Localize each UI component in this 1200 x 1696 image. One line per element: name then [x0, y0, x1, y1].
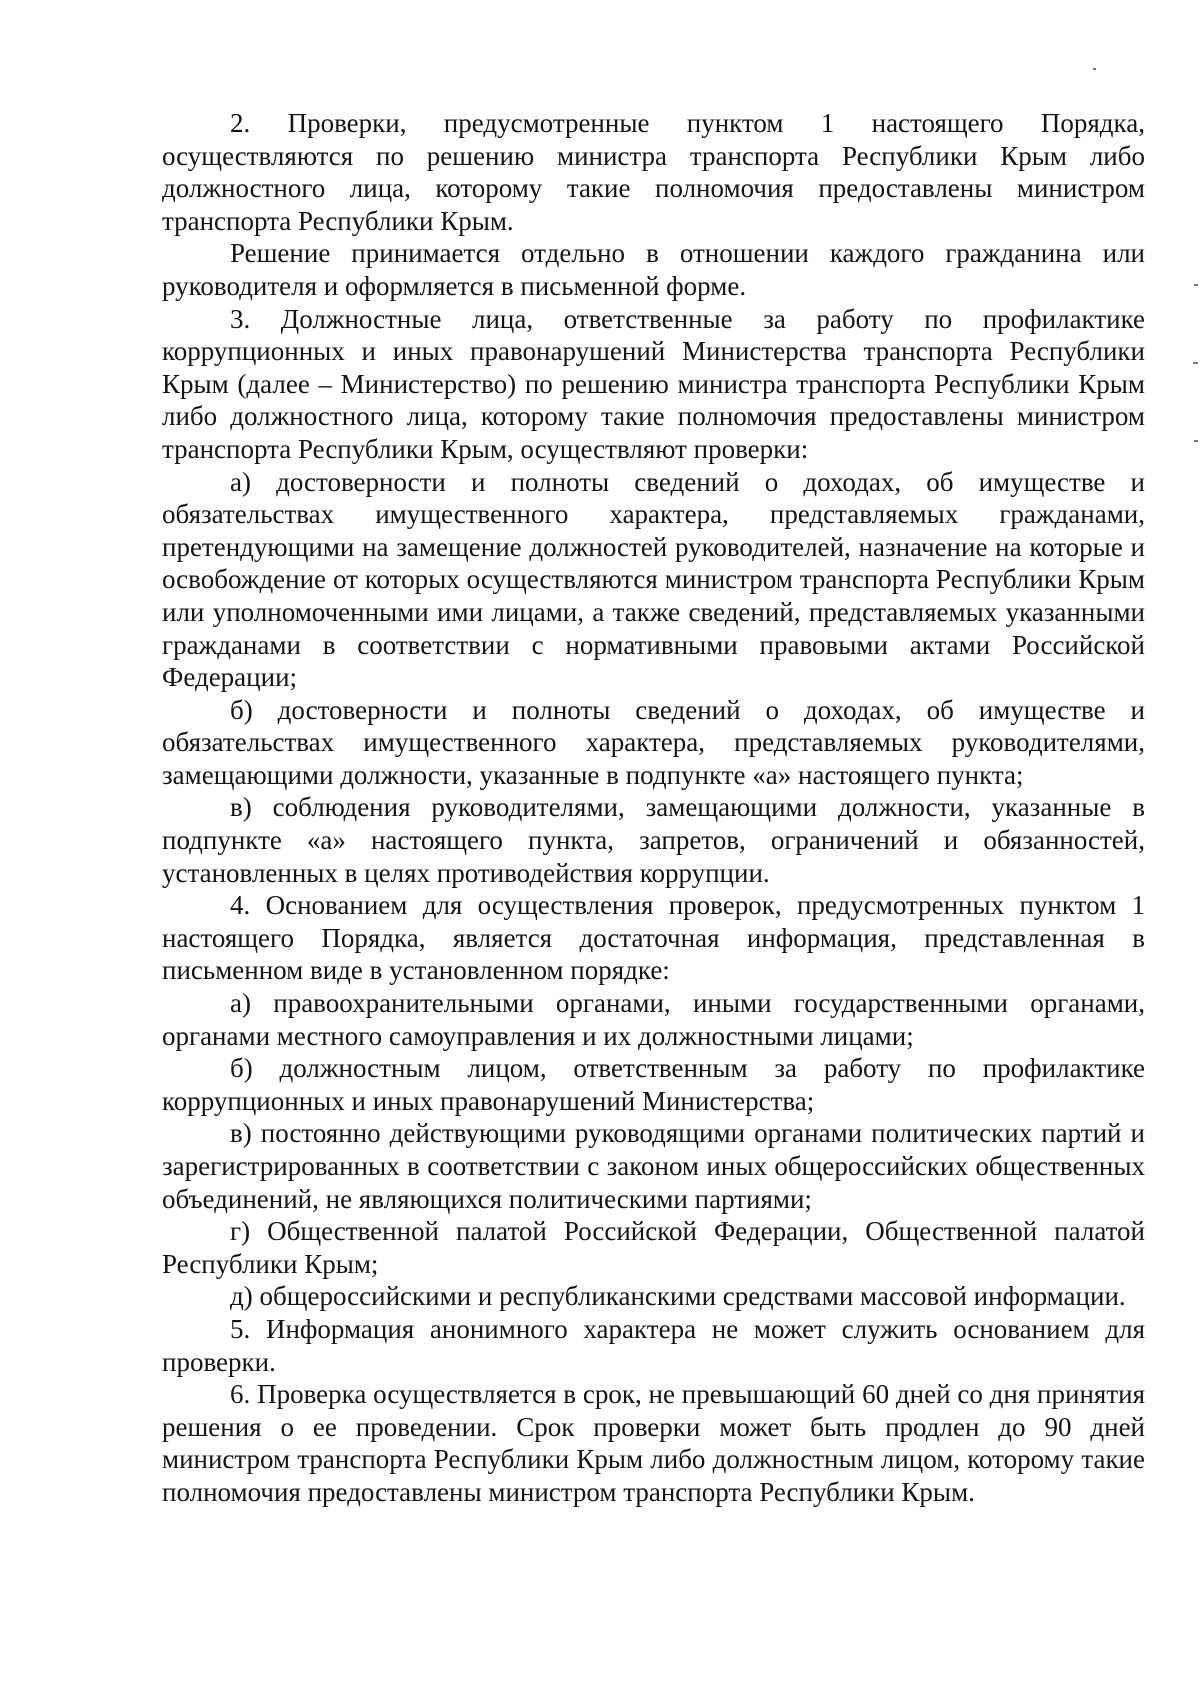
scan-mark-4 — [1194, 440, 1198, 442]
scan-mark-2 — [1194, 284, 1198, 286]
paragraph-5: 5. Информация анонимного характера не может служить основанием для проверки. — [162, 1313, 1145, 1377]
paragraph-4g: г) Общественной палатой Российской Федерации, Общественной палатой Республики Крым; — [162, 1216, 1145, 1279]
paragraph-3: 3. Должностные лица, ответственные за работу по профилактике коррупционных и иных правонарушений Министерства транспорта Республики Крым (далее – Министерство) по решению министра транспорта Республики Крым либо должностного лица, которому такие полномочия предоставлены министром транспорта Республики Крым, осуществляют проверки: — [162, 303, 1145, 464]
document-body — [162, 107, 1145, 1509]
paragraph-6: 6. Проверка осуществляется в срок, не превышающий 60 дней со дня принятия решения о ее проведении. Срок проверки может быть продлен до 90 дней министром транспорта Республики Крым либо должностным лицом, которому такие полномочия предоставлены министром транспорта Республики Крым. — [162, 1379, 1145, 1507]
paragraph-4a: а) правоохранительными органами, иными государственными органами, органами местного самоуправления и их должностными лицами; — [162, 988, 1145, 1051]
paragraph-4: 4. Основанием для осуществления проверок, предусмотренных пунктом 1 настоящего Порядка, является достаточная информация, представленная в письменном виде в установленном порядке: — [162, 890, 1145, 986]
paragraph-decision: Решение принимается отдельно в отношении каждого гражданина или руководителя и оформляется в письменной форме. — [162, 238, 1145, 301]
paragraph-3v: в) соблюдения руководителями, замещающими должности, указанные в подпункте «а» настоящего пункта, запретов, ограничений и обязанностей, установленных в целях противодействия коррупции. — [162, 792, 1145, 888]
paragraph-3b: б) достоверности и полноты сведений о доходах, об имуществе и обязательствах имущественного характера, представляемых руководителями, замещающими должности, указанные в подпункте «а» настоящего пункта; — [162, 694, 1145, 790]
paragraph-2: 2. Проверки, предусмотренные пунктом 1 настоящего Порядка, осуществляются по решению министра транспорта Республики Крым либо должностного лица, которому такие полномочия предоставлены министром транспорта Республики Крым. — [162, 108, 1145, 236]
paragraph-4b: б) должностным лицом, ответственным за работу по профилактике коррупционных и иных правонарушений Министерства; — [162, 1053, 1145, 1116]
paragraph-3a: а) достоверности и полноты сведений о доходах, об имуществе и обязательствах имущественного характера, представляемых гражданами, претендующими на замещение должностей руководителей, назначение на которые и освобождение от которых осуществляются министром транспорта Республики Крым или уполномоченными ими лицами, а также сведений, представляемых указанными гражданами в соответствии с нормативными правовыми актами Российской Федерации; — [162, 466, 1145, 693]
scan-mark-1 — [1093, 68, 1096, 70]
paragraph-4d: д) общероссийскими и республиканскими средствами массовой информации. — [230, 1281, 1126, 1312]
paragraph-4v: в) постоянно действующими руководящими органами политических партий и зарегистрированных в соответствии с законом иных общероссийских общественных объединений, не являющихся политическими партиями; — [162, 1118, 1145, 1214]
scan-mark-3 — [1193, 362, 1198, 364]
